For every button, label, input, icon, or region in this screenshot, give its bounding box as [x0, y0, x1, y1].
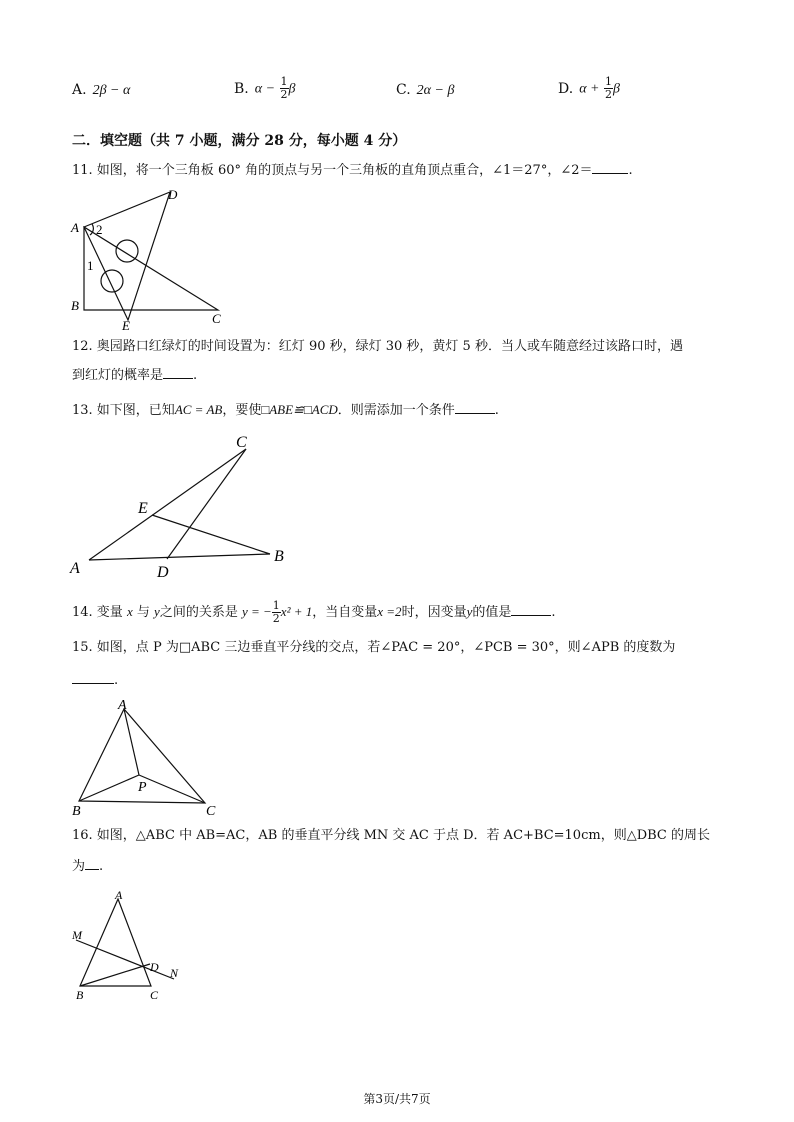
q13-side-ac [89, 449, 246, 560]
q16-label-n: N [170, 966, 179, 980]
question-16-line2: 为 . [72, 859, 104, 874]
q12-answer-blank [163, 366, 193, 379]
q13-label-a: A [70, 560, 80, 577]
q15-answer-blank [72, 671, 114, 684]
q15-segment-ap [124, 709, 139, 775]
option-d-fraction: $\frac{1}{2}$ [604, 75, 612, 101]
q15-figure [66, 696, 236, 822]
q11-sixty-triangle [84, 192, 170, 320]
option-b-pre: α − [254, 81, 276, 97]
option-d-post: β [612, 81, 620, 97]
option-b-post: β [288, 81, 296, 97]
q13-segment-be [152, 515, 270, 554]
q11-label-angle1: 1 [87, 258, 94, 273]
q11-label-angle2: 2 [96, 222, 103, 237]
option-d-pre: α + [579, 81, 600, 97]
q13-eq: AC = AB [174, 402, 223, 417]
option-a-label: A. [72, 82, 87, 98]
q13-label-c: C [236, 434, 247, 451]
question-14: 14. 变量 x 与 y之间的关系是 y = − $\frac{1}{2}$ x² + 1，当自变量x =2时，因变量y的值是 . [72, 599, 556, 625]
option-b [234, 76, 295, 101]
q16-label-a: A [115, 888, 123, 902]
q16-label-c: C [150, 988, 159, 1002]
q11-text: 11. 如图，将一个三角板 60° 角的顶点与另一个三角板的直角顶点重合，∠1＝27°，∠2＝ [72, 163, 593, 178]
q12-line2: 到红灯的概率是 [72, 368, 164, 383]
question-15-line2: . [72, 671, 118, 691]
q16-triangle-abc [80, 899, 151, 986]
q14-then: 时，因变量 [401, 605, 467, 620]
q14-pre: 14. 变量 [72, 605, 123, 620]
q11-label-d: D [168, 187, 178, 202]
q16-line1: 16. 如图，△ABC 中 AB=AC，AB 的垂直平分线 MN 交 AC 于点 D．若 AC+BC=10cm，则△DBC 的周长 [72, 828, 710, 843]
q16-label-m: M [72, 928, 82, 942]
q14-and: 与 [136, 605, 150, 620]
q13-side-ab [89, 554, 270, 560]
option-a [72, 80, 130, 101]
option-c-expr: 2α − β [416, 83, 455, 98]
q14-y: y [154, 604, 160, 619]
q16-label-b: B [76, 988, 84, 1002]
q14-eq-lhs: y = − [241, 604, 272, 619]
q11-label-a: A [71, 220, 79, 235]
q14-x: x [126, 604, 133, 619]
q13-label-b: B [274, 548, 284, 565]
question-12-line2: 到红灯的概率是 . [72, 368, 198, 383]
q11-label-c: C [212, 311, 221, 326]
q16-line-mn [76, 940, 174, 979]
q13-label-e: E [138, 500, 148, 517]
q16-label-d: D [150, 960, 159, 974]
option-d [558, 76, 620, 101]
question-11: 11. 如图，将一个三角板 60° 角的顶点与另一个三角板的直角顶点重合，∠1＝27°，∠2＝ . [72, 163, 633, 178]
section-title: 二．填空题（共 7 小题，满分 28 分，每小题 4 分） [72, 133, 407, 149]
q15-label-c: C [206, 804, 216, 819]
option-b-fraction: $\frac{1}{2}$ [280, 75, 288, 101]
option-b-label: B. [234, 80, 249, 97]
q16-segment-bd [80, 964, 150, 986]
q15-label-p: P [138, 780, 147, 795]
q11-figure [66, 182, 236, 332]
question-13: 13. 如下图，已知AC = AB，要使□ABE≌□ACD．则需添加一个条件 . [72, 402, 499, 418]
q15-segment-cp [139, 775, 205, 803]
q15-line1: 15. 如图，点 P 为□ABC 三边垂直平分线的交点，若∠PAC = 20°，∠PCB = 30°，则∠APB 的度数为 [72, 640, 676, 655]
option-c-label: C. [396, 82, 411, 98]
q13-post: ．则需添加一个条件 [337, 403, 455, 418]
option-c [396, 80, 454, 101]
q12-line1: 12. 奥园路口红绿灯的时间设置为：红灯 90 秒，绿灯 30 秒，黄灯 5 秒．当人或车随意经过该路口时，遇 [72, 339, 683, 354]
page-footer: 第3页/共7页 [363, 1092, 431, 1106]
q13-pre: 13. 如下图，已知 [72, 403, 175, 418]
q14-rel: 之间的关系是 [159, 605, 238, 620]
q11-circle-upper [116, 240, 138, 262]
q14-fraction: $\frac{1}{2}$ [272, 599, 280, 625]
q13-mid: ，要使 [222, 403, 262, 418]
q13-label-d: D [157, 564, 169, 581]
q14-answer-blank [511, 603, 551, 616]
q16-answer-blank [85, 857, 99, 870]
q14-tail: 的值是 [472, 605, 512, 620]
option-a-expr: 2β − α [92, 83, 131, 98]
q14-eq-rhs: x² + 1 [280, 604, 313, 619]
q13-figure [66, 428, 296, 583]
q15-segment-bp [79, 775, 139, 801]
q16-line2: 为 [72, 859, 86, 874]
q15-label-b: B [72, 804, 81, 819]
q13-cong: □ABE≌□ACD [261, 402, 338, 417]
q14-y2: y [466, 604, 473, 619]
q16-figure [66, 882, 196, 1004]
q13-answer-blank [455, 401, 495, 414]
q11-label-e: E [122, 318, 130, 332]
q11-circle-lower [101, 270, 123, 292]
q11-answer-blank [592, 161, 628, 174]
q14-cond: x =2 [377, 604, 402, 619]
q11-angle2-arc [90, 224, 93, 235]
option-d-label: D. [558, 80, 574, 97]
q11-label-b: B [71, 298, 79, 313]
q15-label-a: A [118, 698, 127, 713]
q14-when: ，当自变量 [312, 605, 378, 620]
